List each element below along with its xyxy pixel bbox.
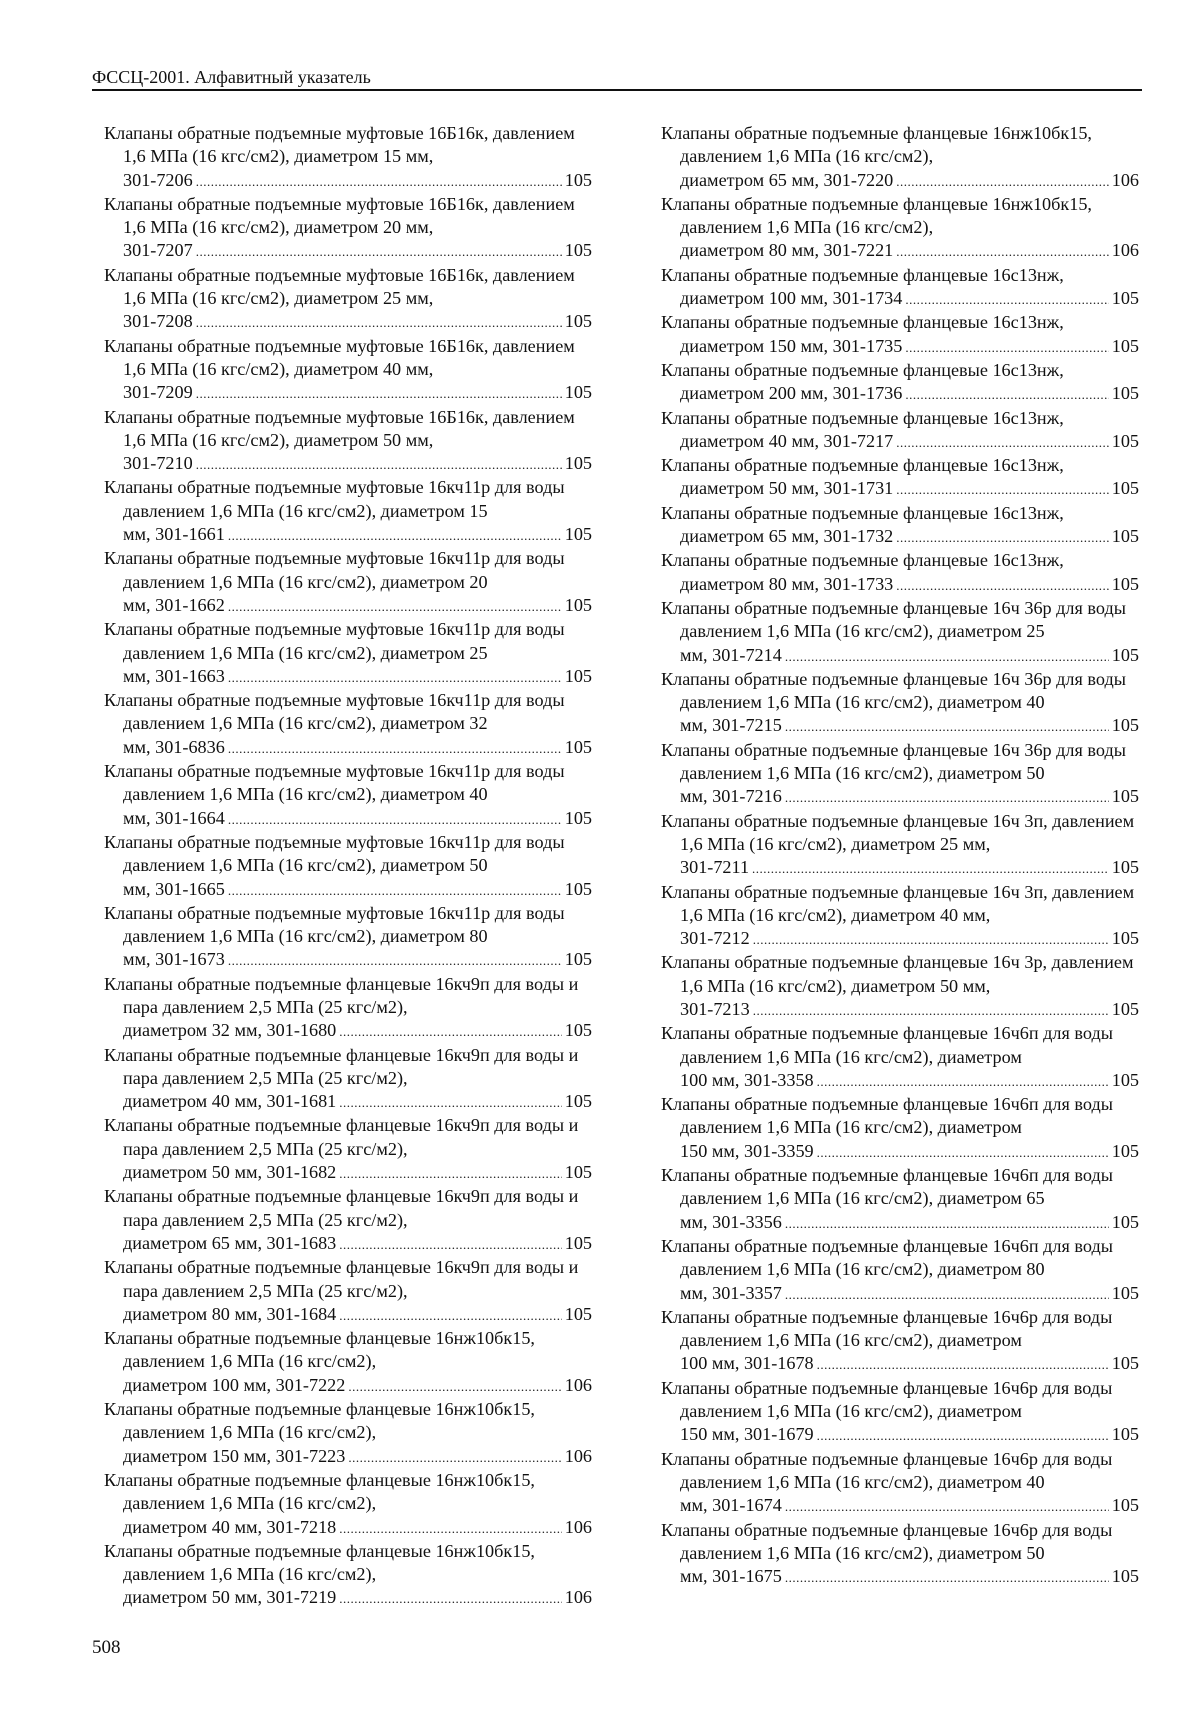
index-entry-last-line xyxy=(661,1069,1139,1093)
index-entry-last-line xyxy=(104,736,592,760)
index-entry xyxy=(104,902,592,973)
index-entry-last-line xyxy=(104,1586,592,1610)
index-entry-code: 301-7213 xyxy=(680,998,750,1019)
index-entry-page: 105 xyxy=(564,453,592,474)
index-entry-page: 105 xyxy=(1111,1140,1139,1161)
index-entry-page: 105 xyxy=(1111,288,1139,309)
index-entry-page: 105 xyxy=(564,878,592,899)
index-entry-text: Клапаны обратные подъемные фланцевые 16с13нж, xyxy=(661,312,1064,333)
index-entry-code: 301-7212 xyxy=(680,928,750,949)
dot-leader xyxy=(339,1162,561,1185)
index-entry-text: Клапаны обратные подъемные фланцевые 16ч6п для воды давлением 1,6 МПа (16 кгс/см2), диаметром xyxy=(661,1094,1113,1138)
dot-leader xyxy=(896,240,1108,263)
index-entry-page: 105 xyxy=(564,1303,592,1324)
dot-leader xyxy=(196,453,562,476)
index-entry-code: мм, 301-3357 xyxy=(680,1282,782,1303)
dot-leader xyxy=(817,1141,1109,1164)
index-entry-text: Клапаны обратные подъемные муфтовые 16кч11р для воды давлением 1,6 МПа (16 кгс/см2), диаметром 80 xyxy=(104,902,565,947)
dot-leader xyxy=(228,808,562,831)
index-entry xyxy=(104,618,592,689)
index-entry xyxy=(104,1469,592,1540)
index-entry xyxy=(104,1398,592,1469)
index-entry-last-line xyxy=(104,1516,592,1540)
dot-leader xyxy=(905,288,1108,311)
index-entry-text: Клапаны обратные подъемные муфтовые 16Б16к, давлением 1,6 МПа (16 кгс/см2), диаметром 15 мм, xyxy=(104,123,575,167)
index-entry-text: Клапаны обратные подъемные фланцевые 16с13нж, xyxy=(661,455,1064,476)
index-entry-page: 105 xyxy=(1111,1353,1139,1374)
index-entry xyxy=(661,810,1139,881)
index-entry-text: Клапаны обратные подъемные фланцевые 16нж10бк15, давлением 1,6 МПа (16 кгс/см2), xyxy=(661,193,1092,238)
dot-leader xyxy=(785,715,1109,738)
index-entry-text: Клапаны обратные подъемные фланцевые 16ч 3п, давлением 1,6 МПа (16 кгс/см2), диаметром 40 мм, xyxy=(661,881,1135,925)
index-entry xyxy=(661,1235,1139,1306)
index-entry-page: 105 xyxy=(564,949,592,970)
index-entry-last-line xyxy=(661,1140,1139,1164)
index-entry-last-line xyxy=(104,594,592,618)
index-entry xyxy=(661,264,1139,312)
index-entry-code: диаметром 65 мм, 301-1683 xyxy=(123,1232,337,1253)
index-entry-code: диаметром 50 мм, 301-7219 xyxy=(123,1587,337,1608)
index-entry-text: Клапаны обратные подъемные фланцевые 16ч 36р для воды давлением 1,6 МПа (16 кгс/см2), диаметром 40 xyxy=(661,668,1126,713)
index-column-right xyxy=(661,122,1139,1589)
index-entry-code: диаметром 32 мм, 301-1680 xyxy=(123,1020,337,1041)
index-entry-page: 105 xyxy=(564,807,592,828)
index-entry xyxy=(104,1327,592,1398)
index-entry xyxy=(661,454,1139,502)
index-entry-code: мм, 301-1664 xyxy=(123,807,225,828)
index-entry-code: диаметром 65 мм, 301-7220 xyxy=(680,169,894,190)
index-entry xyxy=(104,547,592,618)
index-entry-code: диаметром 100 мм, 301-7222 xyxy=(123,1374,346,1395)
index-entry-text: Клапаны обратные подъемные фланцевые 16ч 36р для воды давлением 1,6 МПа (16 кгс/см2), диаметром 25 xyxy=(661,597,1126,642)
index-entry xyxy=(661,881,1139,952)
index-entry-last-line xyxy=(661,382,1139,406)
index-entry-page: 105 xyxy=(1111,335,1139,356)
index-entry-last-line xyxy=(104,1232,592,1256)
index-entry-text: Клапаны обратные подъемные фланцевые 16кч9п для воды и пара давлением 2,5 МПа (25 кгс/м2), xyxy=(104,1257,579,1301)
index-entry-code: диаметром 50 мм, 301-1682 xyxy=(123,1162,337,1183)
index-entry xyxy=(661,739,1139,810)
index-entry-code: диаметром 40 мм, 301-7217 xyxy=(680,430,894,451)
index-entry-page: 105 xyxy=(1111,1069,1139,1090)
index-entry-text: Клапаны обратные подъемные фланцевые 16ч6п для воды давлением 1,6 МПа (16 кгс/см2), диаметром 65 xyxy=(661,1165,1113,1209)
index-entry-text: Клапаны обратные подъемные фланцевые 16кч9п для воды и пара давлением 2,5 МПа (25 кгс/м2), xyxy=(104,973,579,1017)
index-entry-page: 106 xyxy=(1111,169,1139,190)
dot-leader xyxy=(348,1375,561,1398)
index-entry-code: мм, 301-1674 xyxy=(680,1495,782,1516)
dot-leader xyxy=(196,240,562,263)
dot-leader xyxy=(228,879,562,902)
index-entry-text: Клапаны обратные подъемные фланцевые 16ч6р для воды давлением 1,6 МПа (16 кгс/см2), диаметром xyxy=(661,1377,1113,1422)
index-entry-last-line xyxy=(661,1423,1139,1447)
index-entry-last-line xyxy=(104,1445,592,1469)
index-entry-code: 100 мм, 301-1678 xyxy=(680,1353,814,1374)
index-entry-page: 106 xyxy=(564,1445,592,1466)
index-entry-last-line xyxy=(104,239,592,263)
index-entry xyxy=(661,193,1139,264)
index-entry-last-line xyxy=(661,644,1139,668)
index-entry-last-line xyxy=(661,1494,1139,1518)
index-entry xyxy=(104,193,592,264)
index-entry-code: 100 мм, 301-3358 xyxy=(680,1069,814,1090)
dot-leader xyxy=(339,1233,561,1256)
index-entry-page: 105 xyxy=(1111,478,1139,499)
dot-leader xyxy=(785,1283,1109,1306)
index-entry-text: Клапаны обратные подъемные фланцевые 16ч 36р для воды давлением 1,6 МПа (16 кгс/см2), диаметром 50 xyxy=(661,739,1126,784)
index-entry-page: 105 xyxy=(1111,526,1139,547)
index-entry-last-line xyxy=(104,948,592,972)
index-entry-text: Клапаны обратные подъемные фланцевые 16с13нж, xyxy=(661,502,1064,523)
dot-leader xyxy=(228,949,562,972)
index-entry-page: 105 xyxy=(564,1091,592,1112)
index-entry xyxy=(104,335,592,406)
index-entry-page: 105 xyxy=(564,382,592,403)
index-entry-last-line xyxy=(661,1282,1139,1306)
index-entry-code: диаметром 40 мм, 301-1681 xyxy=(123,1091,337,1112)
dot-leader xyxy=(196,311,562,334)
index-entry-text: Клапаны обратные подъемные муфтовые 16кч11р для воды давлением 1,6 МПа (16 кгс/см2), диаметром 15 xyxy=(104,477,565,521)
index-entry xyxy=(104,1114,592,1185)
index-entry-page: 105 xyxy=(564,665,592,686)
index-entry-last-line xyxy=(661,1565,1139,1589)
index-entry-last-line xyxy=(104,523,592,547)
index-entry xyxy=(661,1519,1139,1590)
index-entry-code: 301-7208 xyxy=(123,311,193,332)
dot-leader xyxy=(896,431,1108,454)
index-entry-text: Клапаны обратные подъемные фланцевые 16нж10бк15, давлением 1,6 МПа (16 кгс/см2), xyxy=(104,1328,535,1372)
index-entry-page: 105 xyxy=(1111,715,1139,736)
index-entry-text: Клапаны обратные подъемные фланцевые 16кч9п для воды и пара давлением 2,5 МПа (25 кгс/м2), xyxy=(104,1115,579,1159)
dot-leader xyxy=(785,645,1109,668)
index-entry-text: Клапаны обратные подъемные фланцевые 16нж10бк15, давлением 1,6 МПа (16 кгс/см2), xyxy=(104,1469,535,1514)
index-entry-last-line xyxy=(661,477,1139,501)
index-entry-page: 105 xyxy=(564,1162,592,1183)
index-entry-page: 106 xyxy=(1111,240,1139,261)
index-entry-last-line xyxy=(104,1090,592,1114)
dot-leader xyxy=(905,383,1108,406)
index-entry-page: 105 xyxy=(564,311,592,332)
index-entry-page: 106 xyxy=(564,1374,592,1395)
index-entry-code: диаметром 80 мм, 301-1684 xyxy=(123,1303,337,1324)
dot-leader xyxy=(896,526,1108,549)
index-entry-last-line xyxy=(104,452,592,476)
index-entry-text: Клапаны обратные подъемные муфтовые 16Б16к, давлением 1,6 МПа (16 кгс/см2), диаметром 20 мм, xyxy=(104,193,575,238)
index-entry-code: мм, 301-6836 xyxy=(123,736,225,757)
index-entry-code: 301-7209 xyxy=(123,382,193,403)
dot-leader xyxy=(348,1446,561,1469)
index-entry-text: Клапаны обратные подъемные фланцевые 16ч6р для воды давлением 1,6 МПа (16 кгс/см2), диаметром xyxy=(661,1306,1113,1351)
index-entry-text: Клапаны обратные подъемные фланцевые 16с13нж, xyxy=(661,264,1064,285)
index-entry-text: Клапаны обратные подъемные фланцевые 16нж10бк15, давлением 1,6 МПа (16 кгс/см2), xyxy=(661,123,1092,167)
index-entry xyxy=(661,359,1139,407)
index-entry-page: 105 xyxy=(1111,857,1139,878)
index-entry-page: 105 xyxy=(1111,644,1139,665)
dot-leader xyxy=(753,999,1109,1022)
index-entry-page: 105 xyxy=(1111,1282,1139,1303)
dot-leader xyxy=(905,336,1108,359)
index-entry-code: диаметром 150 мм, 301-7223 xyxy=(123,1445,346,1466)
dot-leader xyxy=(339,1517,561,1540)
index-entry-page: 105 xyxy=(564,736,592,757)
dot-leader xyxy=(785,1566,1109,1589)
index-entry xyxy=(661,668,1139,739)
index-entry-text: Клапаны обратные подъемные муфтовые 16кч11р для воды давлением 1,6 МПа (16 кгс/см2), диаметром 20 xyxy=(104,548,565,592)
index-entry-code: мм, 301-1675 xyxy=(680,1566,782,1587)
index-entry-code: 301-7211 xyxy=(680,857,750,878)
index-entry-page: 105 xyxy=(1111,786,1139,807)
index-entry-last-line xyxy=(661,714,1139,738)
index-entry-code: диаметром 65 мм, 301-1732 xyxy=(680,526,894,547)
index-entry-last-line xyxy=(661,335,1139,359)
dot-leader xyxy=(817,1070,1109,1093)
index-entry-page: 105 xyxy=(564,524,592,545)
index-entry-code: диаметром 80 мм, 301-7221 xyxy=(680,240,894,261)
index-entry xyxy=(104,1540,592,1611)
index-entry xyxy=(661,597,1139,668)
index-entry-last-line xyxy=(661,785,1139,809)
index-entry-text: Клапаны обратные подъемные фланцевые 16нж10бк15, давлением 1,6 МПа (16 кгс/см2), xyxy=(104,1399,535,1443)
dot-leader xyxy=(817,1353,1109,1376)
index-entry-code: 301-7210 xyxy=(123,453,193,474)
index-entry-code: 150 мм, 301-3359 xyxy=(680,1140,814,1161)
index-entry xyxy=(661,951,1139,1022)
index-entry-last-line xyxy=(661,856,1139,880)
index-entry-page: 106 xyxy=(564,1516,592,1537)
dot-leader xyxy=(817,1424,1109,1447)
running-header: ФССЦ-2001. Алфавитный указатель xyxy=(92,66,1142,91)
index-entry-page: 105 xyxy=(564,1232,592,1253)
index-entry-last-line xyxy=(104,310,592,334)
index-entry-code: диаметром 80 мм, 301-1733 xyxy=(680,573,894,594)
dot-leader xyxy=(196,382,562,405)
index-entry-code: диаметром 100 мм, 301-1734 xyxy=(680,288,903,309)
index-entry-last-line xyxy=(104,665,592,689)
dot-leader xyxy=(753,928,1109,951)
index-entry xyxy=(661,1377,1139,1448)
index-entry xyxy=(104,476,592,547)
dot-leader xyxy=(339,1587,561,1610)
index-entry-code: мм, 301-7215 xyxy=(680,715,782,736)
dot-leader xyxy=(896,478,1108,501)
index-entry-code: 301-7207 xyxy=(123,240,193,261)
index-entry-last-line xyxy=(661,239,1139,263)
index-entry-code: диаметром 50 мм, 301-1731 xyxy=(680,478,894,499)
index-entry xyxy=(104,1256,592,1327)
dot-leader xyxy=(228,666,562,689)
index-entry-code: диаметром 40 мм, 301-7218 xyxy=(123,1516,337,1537)
index-entry-text: Клапаны обратные подъемные фланцевые 16кч9п для воды и пара давлением 2,5 МПа (25 кгс/м2), xyxy=(104,1044,579,1088)
index-entry-text: Клапаны обратные подъемные фланцевые 16ч6р для воды давлением 1,6 МПа (16 кгс/см2), диаметром 50 xyxy=(661,1519,1113,1563)
index-entry-text: Клапаны обратные подъемные фланцевые 16ч6п для воды давлением 1,6 МПа (16 кгс/см2), диаметром 80 xyxy=(661,1235,1113,1280)
index-entry-page: 105 xyxy=(1111,383,1139,404)
index-entry-last-line xyxy=(104,1303,592,1327)
index-entry xyxy=(104,1044,592,1115)
index-entry-last-line xyxy=(104,169,592,193)
index-entry-code: диаметром 150 мм, 301-1735 xyxy=(680,335,903,356)
dot-leader xyxy=(785,1495,1109,1518)
index-entry-last-line xyxy=(104,1374,592,1398)
index-entry xyxy=(661,122,1139,193)
index-entry-last-line xyxy=(104,1019,592,1043)
index-entry-text: Клапаны обратные подъемные фланцевые 16ч 3п, давлением 1,6 МПа (16 кгс/см2), диаметром 25 мм, xyxy=(661,810,1135,854)
dot-leader xyxy=(896,170,1108,193)
index-entry-last-line xyxy=(661,573,1139,597)
index-entry-code: 150 мм, 301-1679 xyxy=(680,1424,814,1445)
index-entry-last-line xyxy=(104,878,592,902)
dot-leader xyxy=(752,857,1109,880)
index-entry-last-line xyxy=(661,1352,1139,1376)
index-entry-page: 105 xyxy=(1111,573,1139,594)
index-entry-page: 105 xyxy=(1111,928,1139,949)
index-entry-code: 301-7206 xyxy=(123,169,193,190)
index-entry-last-line xyxy=(661,169,1139,193)
dot-leader xyxy=(896,574,1108,597)
index-entry xyxy=(104,973,592,1044)
index-entry-last-line xyxy=(104,1161,592,1185)
index-entry xyxy=(661,1448,1139,1519)
index-entry-page: 105 xyxy=(1111,1211,1139,1232)
dot-leader xyxy=(228,737,562,760)
index-entry xyxy=(104,831,592,902)
dot-leader xyxy=(196,170,562,193)
index-entry-code: мм, 301-1661 xyxy=(123,524,225,545)
index-entry-text: Клапаны обратные подъемные муфтовые 16кч11р для воды давлением 1,6 МПа (16 кгс/см2), диаметром 32 xyxy=(104,690,565,734)
index-entry-text: Клапаны обратные подъемные муфтовые 16Б16к, давлением 1,6 МПа (16 кгс/см2), диаметром 25 мм, xyxy=(104,264,575,309)
dot-leader xyxy=(785,786,1109,809)
index-entry-last-line xyxy=(661,430,1139,454)
index-entry-code: мм, 301-1663 xyxy=(123,665,225,686)
index-entry-last-line xyxy=(661,1211,1139,1235)
index-entry-page: 105 xyxy=(1111,1495,1139,1516)
index-entry-code: мм, 301-3356 xyxy=(680,1211,782,1232)
index-entry xyxy=(661,502,1139,550)
index-entry-text: Клапаны обратные подъемные фланцевые 16с13нж, xyxy=(661,359,1064,380)
index-entry xyxy=(661,1093,1139,1164)
index-entry-page: 106 xyxy=(564,1587,592,1608)
index-entry xyxy=(661,311,1139,359)
index-entry-code: мм, 301-7214 xyxy=(680,644,782,665)
index-entry-page: 105 xyxy=(1111,998,1139,1019)
index-entry-code: диаметром 200 мм, 301-1736 xyxy=(680,383,903,404)
index-entry-page: 105 xyxy=(564,240,592,261)
index-entry xyxy=(661,549,1139,597)
index-entry-text: Клапаны обратные подъемные фланцевые 16ч 3р, давлением 1,6 МПа (16 кгс/см2), диаметром 50 мм, xyxy=(661,952,1134,996)
index-entry-text: Клапаны обратные подъемные фланцевые 16нж10бк15, давлением 1,6 МПа (16 кгс/см2), xyxy=(104,1540,535,1585)
index-entry-text: Клапаны обратные подъемные фланцевые 16с13нж, xyxy=(661,550,1064,571)
index-entry-page: 105 xyxy=(1111,1566,1139,1587)
dot-leader xyxy=(339,1091,561,1114)
index-entry xyxy=(661,1164,1139,1235)
index-entry-last-line xyxy=(661,287,1139,311)
index-entry-text: Клапаны обратные подъемные муфтовые 16кч11р для воды давлением 1,6 МПа (16 кгс/см2), диаметром 40 xyxy=(104,761,565,805)
index-entry-text: Клапаны обратные подъемные фланцевые 16ч6р для воды давлением 1,6 МПа (16 кгс/см2), диаметром 40 xyxy=(661,1448,1113,1492)
index-entry-code: мм, 301-1665 xyxy=(123,878,225,899)
index-entry-text: Клапаны обратные подъемные муфтовые 16Б16к, давлением 1,6 МПа (16 кгс/см2), диаметром 50 мм, xyxy=(104,406,575,450)
index-entry-code: мм, 301-7216 xyxy=(680,786,782,807)
index-entry-last-line xyxy=(661,525,1139,549)
index-entry xyxy=(104,122,592,193)
index-entry xyxy=(104,1185,592,1256)
index-entry-text: Клапаны обратные подъемные муфтовые 16кч11р для воды давлением 1,6 МПа (16 кгс/см2), диаметром 50 xyxy=(104,831,565,876)
index-entry-page: 105 xyxy=(564,169,592,190)
index-entry-text: Клапаны обратные подъемные муфтовые 16Б16к, давлением 1,6 МПа (16 кгс/см2), диаметром 40 мм, xyxy=(104,335,575,379)
index-entry-text: Клапаны обратные подъемные фланцевые 16с13нж, xyxy=(661,407,1064,428)
index-entry xyxy=(104,689,592,760)
index-entry-page: 105 xyxy=(1111,430,1139,451)
dot-leader xyxy=(339,1020,561,1043)
index-column-left xyxy=(104,122,592,1611)
index-entry-last-line xyxy=(661,927,1139,951)
page-number: 508 xyxy=(92,1637,121,1658)
index-entry-code: мм, 301-1673 xyxy=(123,949,225,970)
index-entry-text: Клапаны обратные подъемные муфтовые 16кч11р для воды давлением 1,6 МПа (16 кгс/см2), диаметром 25 xyxy=(104,619,565,663)
dot-leader xyxy=(785,1212,1109,1235)
index-entry xyxy=(661,1306,1139,1377)
index-entry-last-line xyxy=(104,381,592,405)
index-entry-page: 105 xyxy=(564,594,592,615)
index-entry-text: Клапаны обратные подъемные фланцевые 16ч6п для воды давлением 1,6 МПа (16 кгс/см2), диаметром xyxy=(661,1023,1113,1067)
index-entry-code: мм, 301-1662 xyxy=(123,594,225,615)
index-entry xyxy=(104,760,592,831)
index-entry-last-line xyxy=(104,807,592,831)
dot-leader xyxy=(228,595,562,618)
index-entry-page: 105 xyxy=(564,1020,592,1041)
dot-leader xyxy=(339,1304,561,1327)
dot-leader xyxy=(228,524,562,547)
index-entry xyxy=(661,1022,1139,1093)
index-entry xyxy=(661,407,1139,455)
index-entry-last-line xyxy=(661,998,1139,1022)
index-entry xyxy=(104,264,592,335)
index-entry xyxy=(104,406,592,477)
index-entry-text: Клапаны обратные подъемные фланцевые 16кч9п для воды и пара давлением 2,5 МПа (25 кгс/м2), xyxy=(104,1186,579,1230)
index-entry-page: 105 xyxy=(1111,1424,1139,1445)
